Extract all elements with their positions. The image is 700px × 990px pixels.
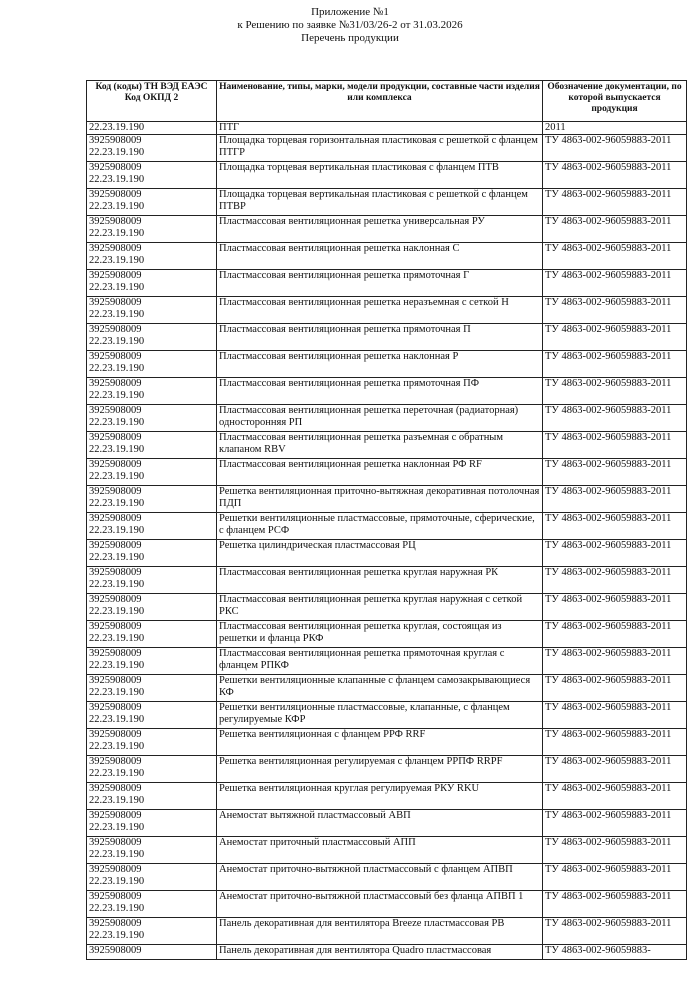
- code-secondary: 22.23.19.190: [89, 390, 145, 401]
- table-row: [87, 486, 687, 513]
- code-primary: 3925908009: [89, 270, 142, 281]
- code-secondary: 22.23.19.190: [89, 228, 145, 239]
- table-row: [87, 513, 687, 540]
- cell-codes: [87, 270, 217, 297]
- code-secondary: 22.23.19.190: [89, 336, 145, 347]
- cell-codes: [87, 891, 217, 918]
- cell-product-name: Решетка вентиляционная круглая регулируемая РКУ RKU: [217, 783, 543, 810]
- product-table: [86, 80, 687, 960]
- table-row: [87, 459, 687, 486]
- code-primary: 3925908009: [89, 918, 142, 929]
- cell-documentation: ТУ 4863-002-96059883-2011: [543, 513, 687, 540]
- cell-documentation: ТУ 4863-002-96059883-2011: [543, 891, 687, 918]
- code-secondary: 22.23.19.190: [89, 201, 145, 212]
- table-row: [87, 891, 687, 918]
- cell-codes: [87, 729, 217, 756]
- cell-documentation: ТУ 4863-002-96059883-2011: [543, 297, 687, 324]
- cell-codes: [87, 513, 217, 540]
- cell-documentation: ТУ 4863-002-96059883-2011: [543, 702, 687, 729]
- product-list-title: Перечень продукции: [301, 32, 399, 44]
- code-primary: 3925908009: [89, 405, 142, 416]
- code-primary: 3925908009: [89, 189, 142, 200]
- cell-documentation: ТУ 4863-002-96059883-2011: [543, 351, 687, 378]
- cell-documentation: ТУ 4863-002-96059883-2011: [543, 486, 687, 513]
- cell-codes: [87, 405, 217, 432]
- column-header-name: Наименование, типы, марки, модели продукции, составные части изделия или комплекса: [217, 81, 543, 122]
- cell-documentation: ТУ 4863-002-96059883-2011: [543, 621, 687, 648]
- table-row: [87, 122, 687, 135]
- code-primary: 3925908009: [89, 432, 142, 443]
- code-secondary: 22.23.19.190: [89, 660, 145, 671]
- code-secondary: 22.23.19.190: [89, 417, 145, 428]
- cell-documentation: ТУ 4863-002-96059883-: [543, 945, 687, 960]
- cell-documentation: ТУ 4863-002-96059883-2011: [543, 243, 687, 270]
- cell-product-name: Пластмассовая вентиляционная решетка переточная (радиаторная) односторонняя РП: [217, 405, 543, 432]
- cell-product-name: Пластмассовая вентиляционная решетка круглая наружная с сеткой РКС: [217, 594, 543, 621]
- cell-documentation: ТУ 4863-002-96059883-2011: [543, 729, 687, 756]
- code-secondary: 22.23.19.190: [89, 552, 145, 563]
- table-row: [87, 864, 687, 891]
- code-secondary: 22.23.19.190: [89, 444, 145, 455]
- table-row: [87, 324, 687, 351]
- table-row: [87, 432, 687, 459]
- cell-product-name: Пластмассовая вентиляционная решетка прямоточная П: [217, 324, 543, 351]
- code-primary: 3925908009: [89, 783, 142, 794]
- cell-documentation: ТУ 4863-002-96059883-2011: [543, 162, 687, 189]
- table-body: [87, 122, 687, 960]
- code-primary: 3925908009: [89, 729, 142, 740]
- cell-documentation: ТУ 4863-002-96059883-2011: [543, 918, 687, 945]
- appendix-title: Приложение №1: [311, 6, 389, 18]
- code-primary: 3925908009: [89, 162, 142, 173]
- cell-documentation: ТУ 4863-002-96059883-2011: [543, 675, 687, 702]
- cell-codes: [87, 918, 217, 945]
- code-primary: 3925908009: [89, 459, 142, 470]
- cell-codes: [87, 324, 217, 351]
- code-secondary: 22.23.19.190: [89, 849, 145, 860]
- cell-product-name: Решетки вентиляционные пластмассовые, клапанные, с фланцем регулируемые КФР: [217, 702, 543, 729]
- cell-documentation: ТУ 4863-002-96059883-2011: [543, 270, 687, 297]
- cell-documentation: ТУ 4863-002-96059883-2011: [543, 756, 687, 783]
- cell-product-name: Решетка вентиляционная приточно-вытяжная декоративная потолочная ПДП: [217, 486, 543, 513]
- code-primary: 3925908009: [89, 243, 142, 254]
- cell-product-name: Анемостат приточный пластмассовый АПП: [217, 837, 543, 864]
- cell-codes: [87, 837, 217, 864]
- cell-product-name: Площадка торцевая вертикальная пластиковая с решеткой с фланцем ПТВР: [217, 189, 543, 216]
- table-row: [87, 162, 687, 189]
- cell-codes: [87, 378, 217, 405]
- code-secondary: 22.23.19.190: [89, 525, 145, 536]
- cell-product-name: Пластмассовая вентиляционная решетка наклонная РФ RF: [217, 459, 543, 486]
- cell-documentation: ТУ 4863-002-96059883-2011: [543, 135, 687, 162]
- cell-documentation: 2011: [543, 122, 687, 135]
- column-header-codes: Код (коды) ТН ВЭД ЕАЭС Код ОКПД 2: [87, 81, 217, 122]
- code-primary: 3925908009: [89, 351, 142, 362]
- cell-codes: [87, 567, 217, 594]
- cell-documentation: ТУ 4863-002-96059883-2011: [543, 216, 687, 243]
- table-row: [87, 378, 687, 405]
- cell-product-name: Анемостат приточно-вытяжной пластмассовый без фланца АПВП 1: [217, 891, 543, 918]
- cell-product-name: Панель декоративная для вентилятора Breeze пластмассовая РВ: [217, 918, 543, 945]
- table-row: [87, 675, 687, 702]
- table-row: [87, 567, 687, 594]
- code-secondary: 22.23.19.190: [89, 768, 145, 779]
- cell-codes: [87, 675, 217, 702]
- cell-documentation: ТУ 4863-002-96059883-2011: [543, 594, 687, 621]
- code-primary: 3925908009: [89, 648, 142, 659]
- cell-product-name: Пластмассовая вентиляционная решетка круглая, состоящая из решетки и фланца РКФ: [217, 621, 543, 648]
- cell-codes: [87, 351, 217, 378]
- cell-documentation: ТУ 4863-002-96059883-2011: [543, 459, 687, 486]
- code-primary: 22.23.19.190: [89, 122, 145, 133]
- cell-codes: [87, 432, 217, 459]
- code-secondary: 22.23.19.190: [89, 282, 145, 293]
- code-primary: 3925908009: [89, 675, 142, 686]
- cell-codes: [87, 864, 217, 891]
- code-secondary: 22.23.19.190: [89, 579, 145, 590]
- code-primary: 3925908009: [89, 702, 142, 713]
- code-secondary: 22.23.19.190: [89, 687, 145, 698]
- cell-documentation: ТУ 4863-002-96059883-2011: [543, 432, 687, 459]
- cell-codes: [87, 783, 217, 810]
- cell-documentation: ТУ 4863-002-96059883-2011: [543, 378, 687, 405]
- cell-codes: [87, 189, 217, 216]
- code-primary: 3925908009: [89, 756, 142, 767]
- code-secondary: 22.23.19.190: [89, 606, 145, 617]
- code-secondary: 22.23.19.190: [89, 714, 145, 725]
- code-primary: 3925908009: [89, 216, 142, 227]
- cell-codes: [87, 594, 217, 621]
- code-secondary: 22.23.19.190: [89, 876, 145, 887]
- cell-product-name: Площадка торцевая вертикальная пластиковая с фланцем ПТВ: [217, 162, 543, 189]
- code-primary: 3925908009: [89, 486, 142, 497]
- code-secondary: 22.23.19.190: [89, 822, 145, 833]
- code-secondary: 22.23.19.190: [89, 498, 145, 509]
- cell-codes: [87, 243, 217, 270]
- cell-product-name: Пластмассовая вентиляционная решетка круглая наружная РК: [217, 567, 543, 594]
- code-secondary: 22.23.19.190: [89, 903, 145, 914]
- table-row: [87, 135, 687, 162]
- table-row: [87, 918, 687, 945]
- cell-product-name: Пластмассовая вентиляционная решетка наклонная Р: [217, 351, 543, 378]
- code-primary: 3925908009: [89, 540, 142, 551]
- code-secondary: 22.23.19.190: [89, 795, 145, 806]
- cell-codes: [87, 486, 217, 513]
- cell-codes: [87, 945, 217, 960]
- cell-codes: [87, 216, 217, 243]
- table-row: [87, 756, 687, 783]
- cell-codes: [87, 162, 217, 189]
- cell-product-name: Решетка вентиляционная с фланцем РРФ RRF: [217, 729, 543, 756]
- code-primary: 3925908009: [89, 324, 142, 335]
- code-primary: 3925908009: [89, 810, 142, 821]
- cell-codes: [87, 648, 217, 675]
- table-row: [87, 270, 687, 297]
- cell-product-name: Пластмассовая вентиляционная решетка неразъемная с сеткой Н: [217, 297, 543, 324]
- table-row: [87, 243, 687, 270]
- cell-product-name: Анемостат вытяжной пластмассовый АВП: [217, 810, 543, 837]
- code-secondary: 22.23.19.190: [89, 741, 145, 752]
- table-header-row: [87, 81, 687, 122]
- cell-documentation: ТУ 4863-002-96059883-2011: [543, 864, 687, 891]
- code-primary: 3925908009: [89, 945, 142, 956]
- cell-product-name: Пластмассовая вентиляционная решетка прямоточная ПФ: [217, 378, 543, 405]
- cell-codes: [87, 135, 217, 162]
- table-row: [87, 216, 687, 243]
- cell-product-name: Пластмассовая вентиляционная решетка прямоточная Г: [217, 270, 543, 297]
- code-secondary: 22.23.19.190: [89, 255, 145, 266]
- table-row: [87, 945, 687, 960]
- cell-codes: [87, 702, 217, 729]
- cell-product-name: Панель декоративная для вентилятора Quadro пластмассовая: [217, 945, 543, 960]
- cell-product-name: Пластмассовая вентиляционная решетка прямоточная круглая с фланцем РПКФ: [217, 648, 543, 675]
- code-primary: 3925908009: [89, 135, 142, 146]
- table-row: [87, 594, 687, 621]
- cell-product-name: Решетка цилиндрическая пластмассовая РЦ: [217, 540, 543, 567]
- cell-documentation: ТУ 4863-002-96059883-2011: [543, 810, 687, 837]
- document-header: [0, 6, 700, 45]
- code-primary: 3925908009: [89, 513, 142, 524]
- table-row: [87, 540, 687, 567]
- table-row: [87, 702, 687, 729]
- code-secondary: 22.23.19.190: [89, 309, 145, 320]
- cell-product-name: Пластмассовая вентиляционная решетка наклонная С: [217, 243, 543, 270]
- cell-product-name: Решетки вентиляционные клапанные с фланцем самозакрывающиеся КФ: [217, 675, 543, 702]
- code-primary: 3925908009: [89, 594, 142, 605]
- code-primary: 3925908009: [89, 297, 142, 308]
- table-row: [87, 648, 687, 675]
- cell-documentation: ТУ 4863-002-96059883-2011: [543, 783, 687, 810]
- table-row: [87, 810, 687, 837]
- cell-codes: [87, 756, 217, 783]
- cell-codes: [87, 122, 217, 135]
- code-primary: 3925908009: [89, 567, 142, 578]
- cell-codes: [87, 810, 217, 837]
- table-row: [87, 189, 687, 216]
- code-primary: 3925908009: [89, 837, 142, 848]
- cell-documentation: ТУ 4863-002-96059883-2011: [543, 567, 687, 594]
- cell-product-name: Пластмассовая вентиляционная решетка универсальная РУ: [217, 216, 543, 243]
- code-primary: 3925908009: [89, 378, 142, 389]
- code-secondary: 22.23.19.190: [89, 363, 145, 374]
- cell-product-name: Решетки вентиляционные пластмассовые, прямоточные, сферические, с фланцем РСФ: [217, 513, 543, 540]
- code-primary: 3925908009: [89, 864, 142, 875]
- column-header-documentation: Обозначение документации, по которой выпускается продукция: [543, 81, 687, 122]
- cell-codes: [87, 540, 217, 567]
- table-row: [87, 621, 687, 648]
- cell-codes: [87, 459, 217, 486]
- cell-documentation: ТУ 4863-002-96059883-2011: [543, 540, 687, 567]
- cell-documentation: ТУ 4863-002-96059883-2011: [543, 405, 687, 432]
- table-row: [87, 405, 687, 432]
- cell-product-name: Пластмассовая вентиляционная решетка разъемная с обратным клапаном RBV: [217, 432, 543, 459]
- cell-documentation: ТУ 4863-002-96059883-2011: [543, 189, 687, 216]
- table-row: [87, 729, 687, 756]
- code-primary: 3925908009: [89, 891, 142, 902]
- cell-product-name: ПТГ: [217, 122, 543, 135]
- code-secondary: 22.23.19.190: [89, 633, 145, 644]
- cell-product-name: Площадка торцевая горизонтальная пластиковая с решеткой с фланцем ПТГР: [217, 135, 543, 162]
- table-row: [87, 783, 687, 810]
- code-secondary: 22.23.19.190: [89, 471, 145, 482]
- code-secondary: 22.23.19.190: [89, 147, 145, 158]
- cell-codes: [87, 297, 217, 324]
- cell-product-name: Анемостат приточно-вытяжной пластмассовый с фланцем АПВП: [217, 864, 543, 891]
- code-primary: 3925908009: [89, 621, 142, 632]
- table-row: [87, 297, 687, 324]
- code-secondary: 22.23.19.190: [89, 930, 145, 941]
- cell-documentation: ТУ 4863-002-96059883-2011: [543, 648, 687, 675]
- cell-documentation: ТУ 4863-002-96059883-2011: [543, 324, 687, 351]
- decision-reference: к Решению по заявке №31/03/26-2 от 31.03.2026: [237, 19, 463, 31]
- table-row: [87, 837, 687, 864]
- cell-codes: [87, 621, 217, 648]
- code-secondary: 22.23.19.190: [89, 174, 145, 185]
- table-row: [87, 351, 687, 378]
- cell-product-name: Решетка вентиляционная регулируемая с фланцем РРПФ RRPF: [217, 756, 543, 783]
- cell-documentation: ТУ 4863-002-96059883-2011: [543, 837, 687, 864]
